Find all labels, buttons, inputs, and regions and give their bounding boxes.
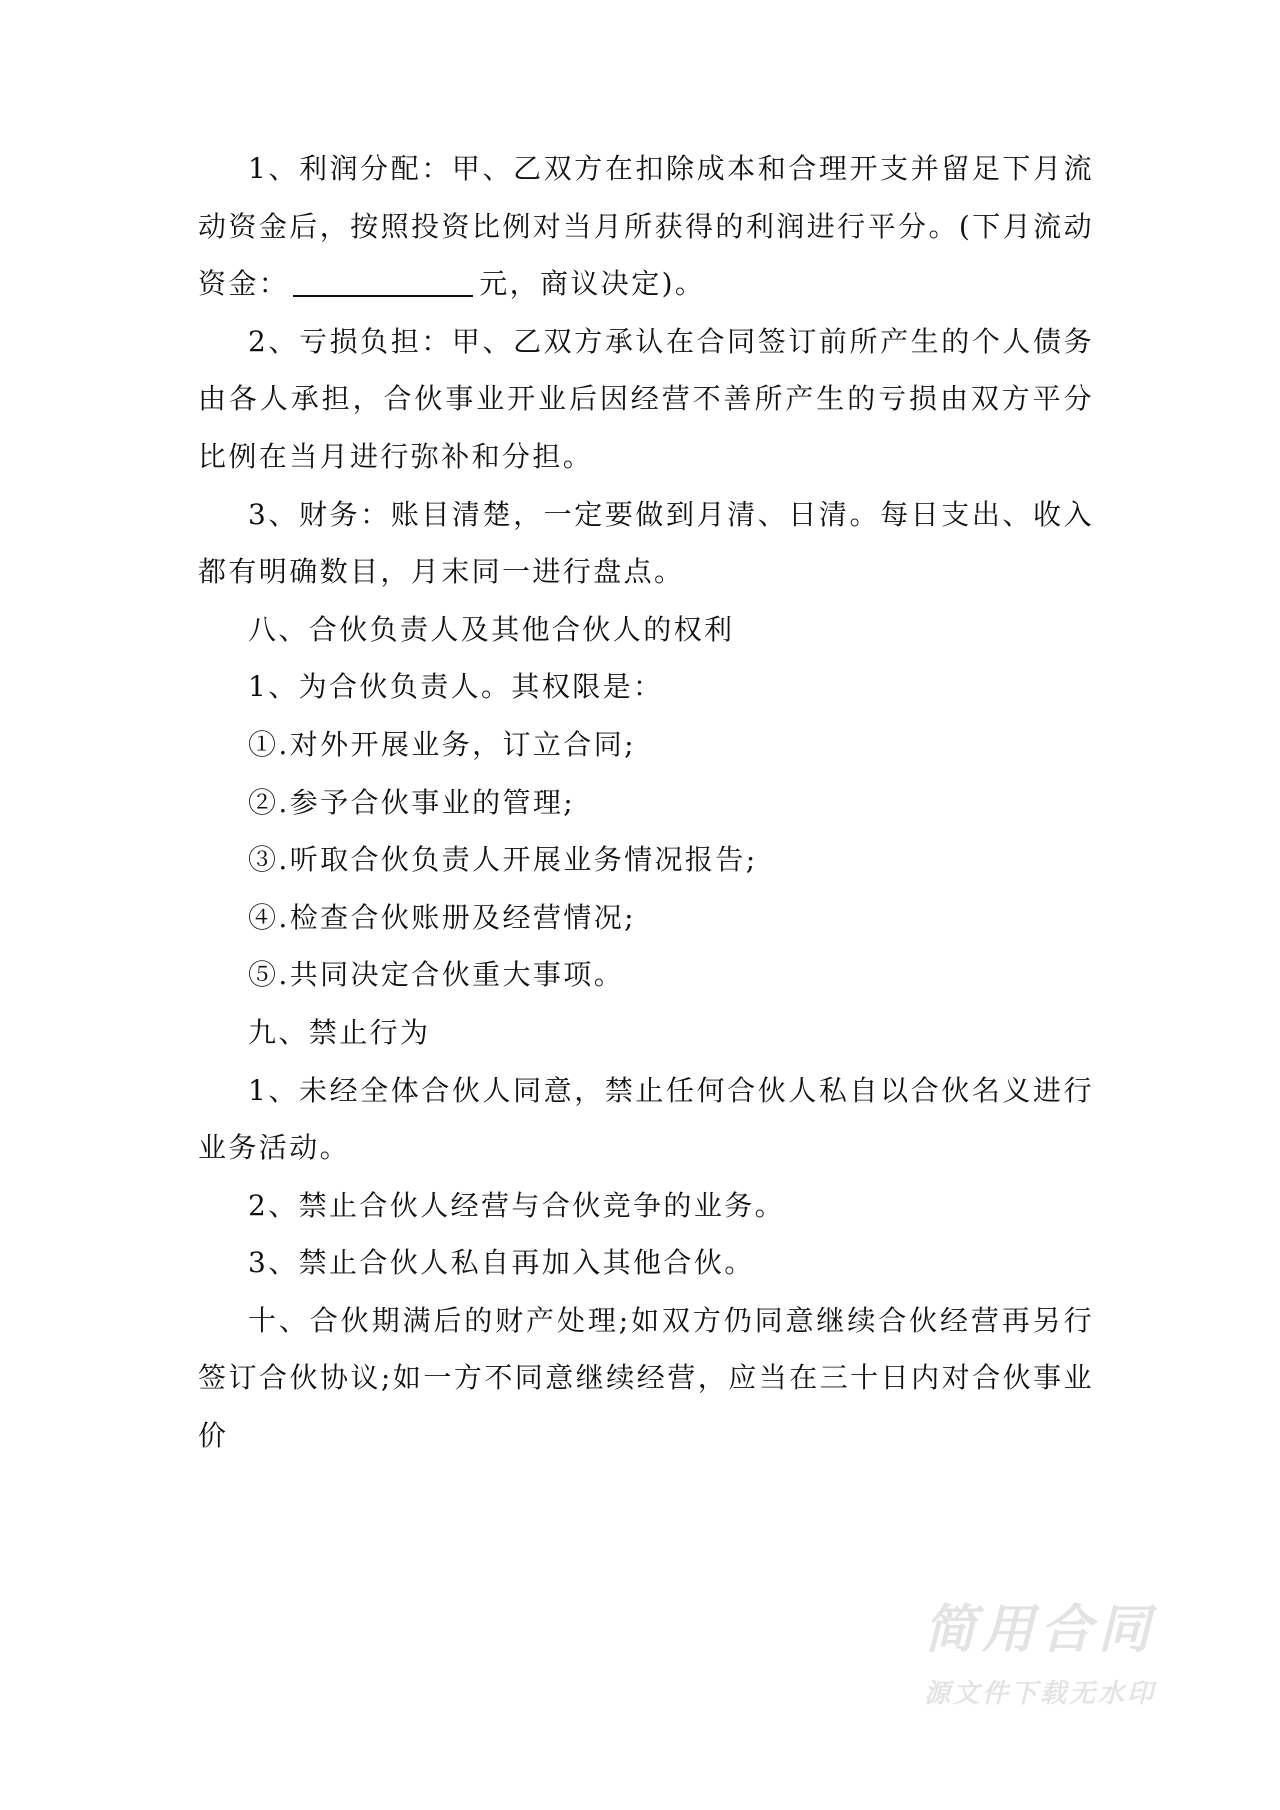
right-item: ④.检查合伙账册及经营情况; xyxy=(248,900,636,934)
clause-10-text: 十、合伙期满后的财产处理;如双方仍同意继续合伙经营再另行签订合伙协议;如一方不同意继续经营，应当在三十日内对合伙事业价 xyxy=(198,1303,1094,1453)
clause-7-item-1 xyxy=(198,140,1094,313)
working-capital-blank xyxy=(293,267,473,297)
clause-8-heading: 八、合伙负责人及其他合伙人的权利 xyxy=(248,612,735,646)
profit-distribution-text: 1、利润分配：甲、乙双方在扣除成本和合理开支并留足下月流动资金后，按照投资比例对当月所获得的利润进行平分。(下月流动资金： xyxy=(198,152,1094,301)
profit-distribution-text-end: 元，商议决定)。 xyxy=(479,267,706,301)
clause-7-item-2: 2、亏损负担：甲、乙双方承认在合同签订前所产生的个人债务由各人承担，合伙事业开业后因经营不善所产生的亏损由双方平分比例在当月进行弥补和分担。 xyxy=(198,324,1094,473)
right-item: ①.对外开展业务，订立合同; xyxy=(248,727,636,761)
clause-9-heading: 九、禁止行为 xyxy=(248,1015,431,1049)
prohibition-item: 2、禁止合伙人经营与合伙竞争的业务。 xyxy=(248,1188,786,1222)
watermark-tagline: 源文件下载无水印 xyxy=(923,1679,1156,1709)
watermark-logo-text: 简用合同 xyxy=(923,1600,1156,1660)
prohibition-item: 1、未经全体合伙人同意，禁止任何合伙人私自以合伙名义进行业务活动。 xyxy=(198,1073,1094,1165)
right-item: ③.听取合伙负责人开展业务情况报告; xyxy=(248,843,758,877)
right-item: ②.参予合伙事业的管理; xyxy=(248,785,576,819)
clause-8-item-1: 1、为合伙负责人。其权限是： xyxy=(248,670,664,704)
watermark xyxy=(880,1600,1200,1714)
document-body xyxy=(198,140,1094,1465)
clause-7-item-3: 3、财务：账目清楚，一定要做到月清、日清。每日支出、收入都有明确数目，月末同一进行盘点。 xyxy=(198,497,1094,589)
prohibition-item: 3、禁止合伙人私自再加入其他合伙。 xyxy=(248,1246,755,1280)
right-item: ⑤.共同决定合伙重大事项。 xyxy=(248,958,625,992)
